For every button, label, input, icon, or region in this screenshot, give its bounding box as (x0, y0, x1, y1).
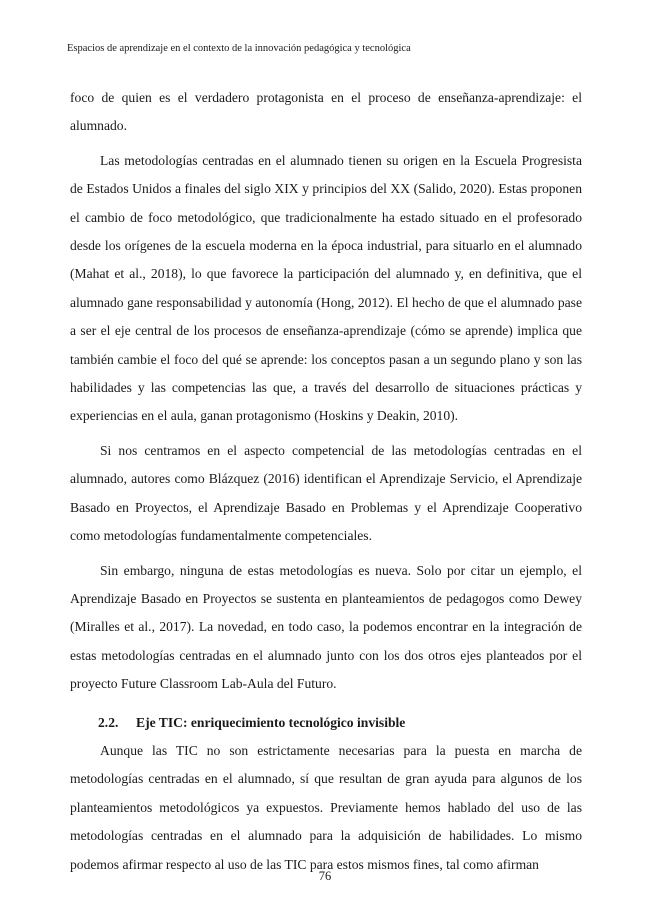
paragraph: Sin embargo, ninguna de estas metodologías es nueva. Solo por citar un ejemplo, el Aprendizaje Basado en Proyectos se sustenta en planteamientos de pedagogos como Dewey (Miralles et al., 2017). La novedad, en todo caso, la podemos encontrar en la integración de estas metodologías centradas en el alumnado junto con los dos otros ejes planteados por el proyecto Future Classroom Lab-Aula del Futuro. (70, 562, 582, 692)
running-header: Espacios de aprendizaje en el contexto de la innovación pedagógica y tecnológica (67, 43, 411, 54)
section-number: 2.2. (98, 714, 119, 730)
paragraph-continuation: foco de quien es el verdadero protagonista en el proceso de enseñanza-aprendizaje: el alumnado. (70, 90, 582, 134)
page-number: 76 (318, 869, 332, 883)
section-heading (70, 709, 582, 737)
paragraph: Si nos centramos en el aspecto competencial de las metodologías centradas en el alumnado, autores como Blázquez (2016) identifican el Aprendizaje Servicio, el Aprendizaje Basado en Proyectos, el Aprendizaje Basado en Problemas y el Aprendizaje Cooperativo como metodologías fundamentalmente competenciales. (70, 442, 582, 544)
paragraph: Las metodologías centradas en el alumnado tienen su origen en la Escuela Progresista de Estados Unidos a finales del siglo XIX y principios del XX (Salido, 2020). Estas proponen el cambio de foco metodológico, que tradicionalmente ha estado situado en el profesorado desde los orígenes de la escuela moderna en la época industrial, para situarlo en el alumnado (Mahat et al., 2018), lo que favorece la participación del alumnado y, en definitiva, que el alumnado gane responsabilidad y autonomía (Hong, 2012). El hecho de que el alumnado pase a ser el eje central de los procesos de enseñanza-aprendizaje (cómo se aprende) implica que también cambie el foco del qué se aprende: los conceptos pasan a un segundo plano y son las habilidades y las competencias las que, a través del desarrollo de situaciones prácticas y experiencias en el aula, ganan protagonismo (Hoskins y Deakin, 2010). (70, 152, 582, 424)
body-text (70, 84, 582, 885)
paragraph: Aunque las TIC no son estrictamente necesarias para la puesta en marcha de metodologías centradas en el alumnado, sí que resultan de gran ayuda para algunos de los planteamientos metodológicos ya expuestos. Previamente hemos hablado del uso de las metodologías centradas en el alumnado para la adquisición de habilidades. Lo mismo podemos afirmar respecto al uso de las TIC para estos mismos fines, tal como afirman (70, 742, 582, 872)
section-title: Eje TIC: enriquecimiento tecnológico invisible (136, 714, 406, 730)
